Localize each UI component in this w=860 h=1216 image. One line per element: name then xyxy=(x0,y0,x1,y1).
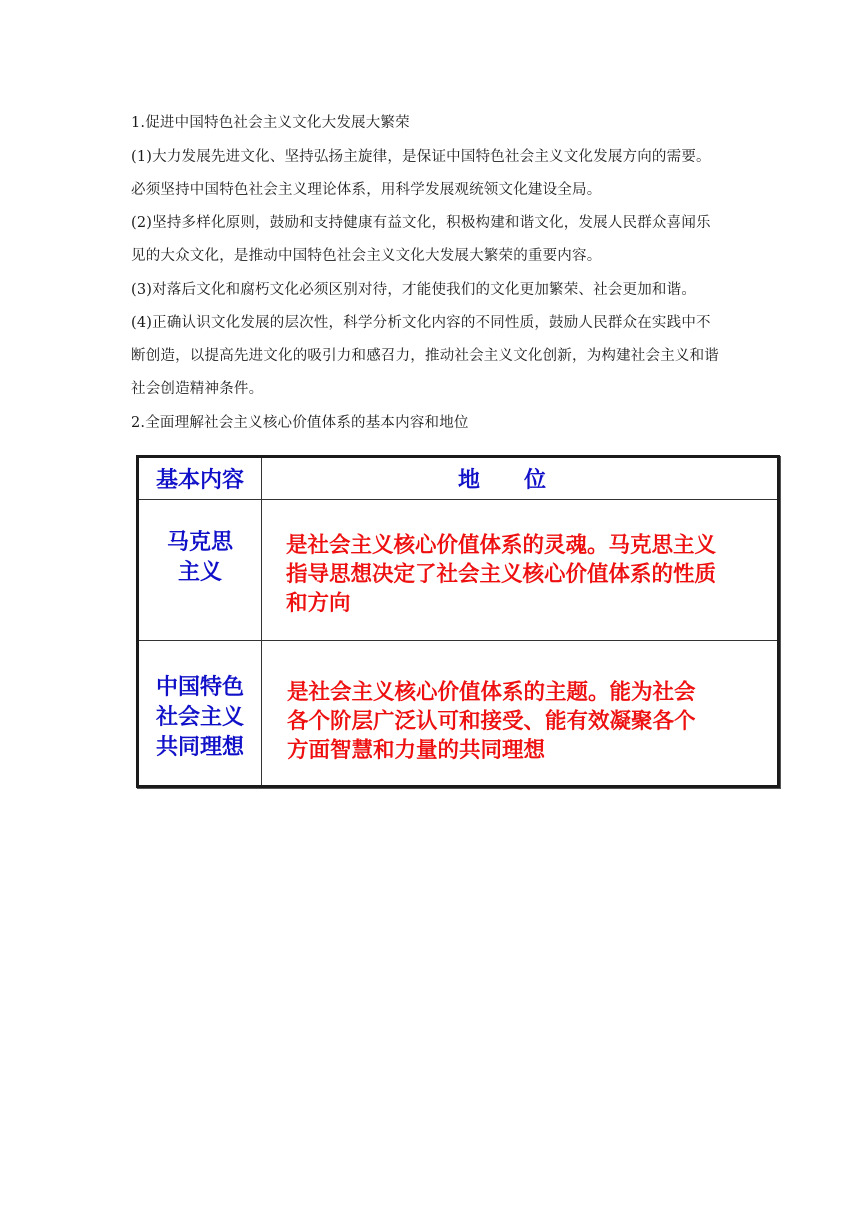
paragraph-line: 见的大众文化，是推动中国特色社会主义文化大发展大繁荣的重要内容。 xyxy=(131,248,602,264)
table-cell-line: 社会主义 xyxy=(155,705,244,730)
paragraph-line: (3)对落后文化和腐朽文化必须区别对待，才能使我们的文化更加繁荣、社会更加和谐。 xyxy=(131,282,697,298)
table-cell-line: 是社会主义核心价值体系的灵魂。马克思主义 xyxy=(286,533,717,558)
table-cell-line: 方面智慧和力量的共同理想 xyxy=(287,738,546,763)
table-cell-line: 主义 xyxy=(177,560,222,585)
core-values-table xyxy=(136,455,780,788)
paragraph-line: 必须坚持中国特色社会主义理论体系，用科学发展观统领文化建设全局。 xyxy=(131,182,602,198)
section-heading-2: 2.全面理解社会主义核心价值体系的基本内容和地位 xyxy=(131,415,469,431)
paragraph-line: (2)坚持多样化原则，鼓励和支持健康有益文化，积极构建和谐文化，发展人民群众喜闻乐 xyxy=(131,215,711,231)
table-cell-line: 各个阶层广泛认可和接受、能有效凝聚各个 xyxy=(287,709,696,734)
table-column-divider xyxy=(261,458,262,785)
table-cell-line: 是社会主义核心价值体系的主题。能为社会 xyxy=(287,680,696,705)
table-row-1-status xyxy=(286,531,776,618)
paragraph-line: (4)正确认识文化发展的层次性，科学分析文化内容的不同性质，鼓励人民群众在实践中不 xyxy=(131,315,711,331)
table-header-status: 地 位 xyxy=(457,468,546,493)
table-cell-line: 马克思 xyxy=(166,530,233,555)
table-cell-line: 和方向 xyxy=(286,591,351,616)
table-cell-line: 指导思想决定了社会主义核心价值体系的性质 xyxy=(286,562,717,587)
table-cell-line: 共同理想 xyxy=(155,735,244,760)
paragraph-line: 社会创造精神条件。 xyxy=(131,381,264,397)
table-row-2-status xyxy=(287,678,777,765)
paragraph-line: (1)大力发展先进文化、坚持弘扬主旋律，是保证中国特色社会主义文化发展方向的需要。 xyxy=(131,149,711,165)
section-heading-1: 1.促进中国特色社会主义文化大发展大繁荣 xyxy=(131,115,410,131)
paragraph-line: 断创造，以提高先进文化的吸引力和感召力，推动社会主义文化创新，为构建社会主义和谐 xyxy=(131,348,719,364)
table-cell-line: 中国特色 xyxy=(155,675,244,700)
table-row-2-content xyxy=(139,673,261,763)
table-row-1-content xyxy=(139,528,261,588)
table-header-content: 基本内容 xyxy=(155,468,244,493)
table-row-divider xyxy=(139,640,777,641)
table-row-divider xyxy=(139,499,777,500)
